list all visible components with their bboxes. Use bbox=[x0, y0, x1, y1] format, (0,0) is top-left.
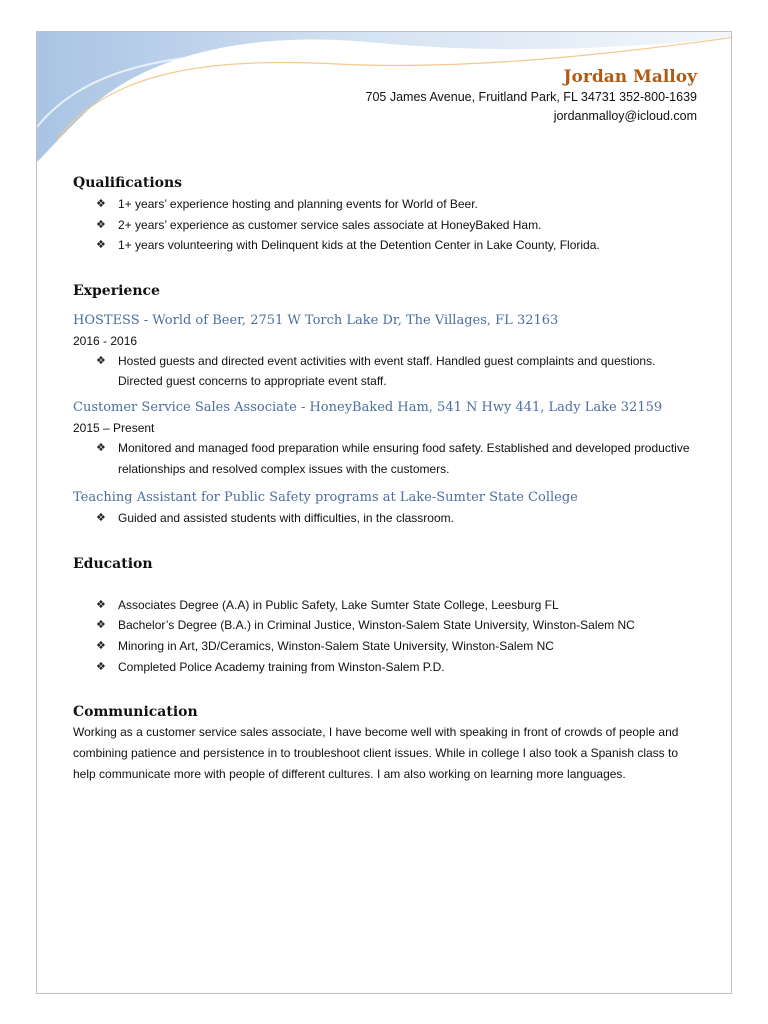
job-dates: 2016 - 2016 bbox=[73, 333, 138, 348]
diamond-bullet-icon: ❖ bbox=[96, 198, 106, 210]
list-item: ❖ Associates Degree (A.A) in Public Safety, Lake Sumter State College, Leesburg FL bbox=[73, 595, 703, 616]
candidate-name: Jordan Malloy bbox=[563, 67, 697, 87]
job-title: Customer Service Sales Associate - HoneyBaked Ham, 541 N Hwy 441, Lady Lake 32159 bbox=[73, 399, 663, 415]
diamond-bullet-icon: ❖ bbox=[96, 619, 106, 632]
diamond-bullet-icon: ❖ bbox=[96, 218, 106, 231]
diamond-bullet-icon: ❖ bbox=[96, 239, 106, 252]
list-item: ❖ 1+ years’ experience hosting and planning events for World of Beer. bbox=[73, 194, 703, 215]
list-item: ❖ Bachelor’s Degree (B.A.) in Criminal Justice, Winston-Salem State University, Winston-Salem NC bbox=[73, 615, 703, 636]
contact-email: jordanmalloy@icloud.com bbox=[553, 109, 697, 123]
job-title: Teaching Assistant for Public Safety programs at Lake-Sumter State College bbox=[73, 490, 578, 506]
diamond-bullet-icon: ❖ bbox=[96, 354, 106, 367]
contact-address: 705 James Avenue, Fruitland Park, FL 34731 352-800-1639 bbox=[365, 90, 697, 104]
list-item: ❖ Guided and assisted students with difficulties, in the classroom. bbox=[73, 508, 703, 529]
qualifications-heading: Qualifications bbox=[73, 175, 183, 191]
job-dates: 2015 – Present bbox=[73, 420, 155, 435]
list-item: ❖ Monitored and managed food preparation while ensuring food safety. Established and developed productive relationships and resolved complex issues with the customers. bbox=[73, 438, 703, 479]
qualifications-list bbox=[73, 194, 703, 256]
diamond-bullet-icon: ❖ bbox=[96, 598, 106, 611]
job-duties bbox=[73, 351, 703, 392]
job-title: HOSTESS - World of Beer, 2751 W Torch Lake Dr, The Villages, FL 32163 bbox=[73, 312, 559, 328]
resume-body bbox=[73, 173, 703, 785]
resume-page bbox=[36, 31, 732, 994]
diamond-bullet-icon: ❖ bbox=[96, 441, 106, 454]
job-duties bbox=[73, 508, 703, 529]
communication-text: Working as a customer service sales associate, I have become well with speaking in front of crowds of people and combining patience and persistence in to troubleshoot client issues. While in college I also took a Spanish class to help communicate more with people of different cultures. I am also working on learning more languages. bbox=[73, 725, 679, 781]
diamond-bullet-icon: ❖ bbox=[96, 660, 106, 673]
list-item: ❖ 1+ years volunteering with Delinquent kids at the Detention Center in Lake County, Florida. bbox=[73, 235, 703, 256]
experience-heading: Experience bbox=[73, 282, 160, 299]
diamond-bullet-icon: ❖ bbox=[96, 512, 106, 525]
diamond-bullet-icon: ❖ bbox=[96, 639, 106, 652]
resume-header bbox=[366, 66, 697, 126]
list-item: ❖ Minoring in Art, 3D/Ceramics, Winston-Salem State University, Winston-Salem NC bbox=[73, 636, 703, 657]
communication-heading: Communication bbox=[73, 704, 198, 721]
list-item: ❖ Completed Police Academy training from Winston-Salem P.D. bbox=[73, 657, 703, 678]
list-item: ❖ Hosted guests and directed event activities with event staff. Handled guest complaints and questions. Directed guest concerns to appropriate event staff. bbox=[73, 351, 703, 392]
list-item: ❖ 2+ years’ experience as customer service sales associate at HoneyBaked Ham. bbox=[73, 215, 703, 236]
education-heading: Education bbox=[73, 555, 153, 572]
job-duties bbox=[73, 438, 703, 479]
education-list bbox=[73, 595, 703, 677]
